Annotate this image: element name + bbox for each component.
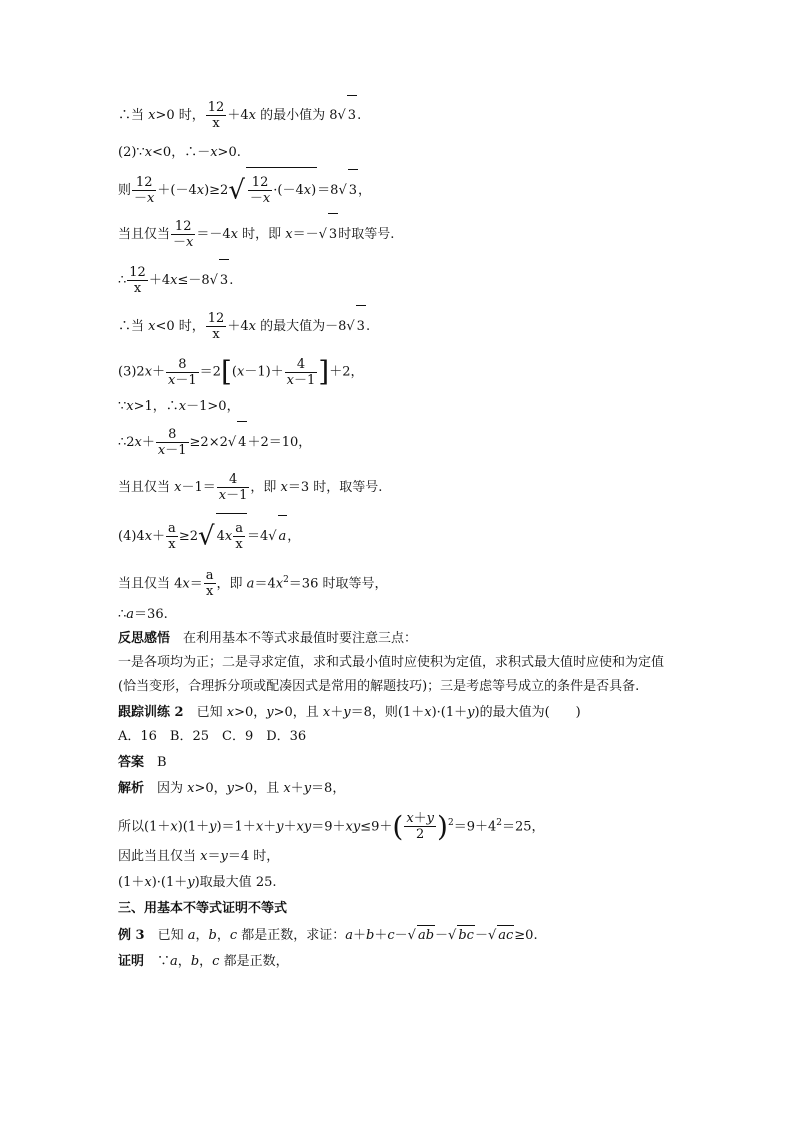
line-22: (1＋x)·(1＋y)取最大值 25. (118, 875, 277, 890)
line-19: 解析 因为 x>0，y>0，且 x＋y＝8， (118, 781, 346, 796)
line-10: 当且仅当 x－1＝ $\frac{4}{x-1}$ ，即 x＝3 时，取等号. (118, 472, 383, 503)
line-20: 所以(1＋x)(1＋y)＝1＋x＋y＋xy＝9＋xy≤9＋( $\frac{x+y}{2}$ )$^2=9+4^2=25$， (118, 809, 545, 843)
line-25: 证明 ∵a，b，c 都是正数， (118, 954, 289, 969)
line-21: 因此当且仅当 x＝y＝4 时， (118, 849, 280, 864)
line-17: A．16 B．25 C．9 D．36 (118, 729, 307, 744)
line-06: ∴当 x<0 时， $\frac{12}{x}$ ＋4x 的最大值为－8√ 3. (118, 305, 678, 347)
line-09: ∴2x＋ $\frac{8}{x-1}$ ≥2×2√ 4＋2＝10， (118, 421, 678, 463)
line-05: ∴ $\frac{12}{x}$ ＋4x≤－8√ 3. (118, 259, 678, 301)
line-07: (3)2x＋ $\frac{8}{x-1}$ ＝2[(x－1)＋ $\frac{4}{x-1}$ ]＋2， (118, 355, 364, 388)
line-13: ∴a＝36. (118, 607, 168, 622)
solution-content (118, 95, 678, 972)
line-04: 当且仅当 $\frac{12}{-x}$ ＝－4x 时，即 x＝－√ 3时取等号. (118, 213, 678, 255)
line-08: ∵x>1，∴x－1>0， (118, 399, 240, 414)
section-heading: 三、用基本不等式证明不等式 (118, 901, 288, 916)
line-14: 反思感悟 在利用基本不等式求最值时要注意三点： (118, 631, 418, 646)
line-23 (118, 899, 678, 919)
line-24: 例 3 已知 a，b，c 都是正数，求证：a＋b＋c－√ ab－√ bc－√ ac≥0. (118, 925, 678, 946)
line-02: (2)∵x<0，∴－x>0. (118, 145, 241, 160)
line-03: 则 $\frac{12}{-x}$ ＋(－4x)≥2√ $\frac{12}{-x}$ ·(－4x)＝8√ 3， (118, 167, 678, 209)
line-18: 答案 B (118, 755, 167, 770)
line-11: (4)4x＋ $\frac{a}{x}$ ≥2√ 4x $\frac{a}{x}$ ＝4√ a， (118, 513, 678, 555)
line-16: 跟踪训练 2 已知 x>0，y>0，且 x＋y＝8，则(1＋x)·(1＋y)的最大值为( ) (118, 705, 581, 720)
line-15: 一是各项均为正；二是寻求定值，求和式最小值时应使积为定值，求积式最大值时应使和为定值(恰当变形，合理拆分项或配凑因式是常用的解题技巧)；三是考虑等号成立的条件是否具备. (118, 655, 665, 694)
line-01: ∴当 x>0 时， $\frac{12}{x}$ ＋4x 的最小值为 8√ 3. (118, 95, 678, 135)
line-12: 当且仅当 4x＝ $\frac{a}{x}$ ，即 $a=4x^2=36$ 时取等号， (118, 568, 388, 600)
